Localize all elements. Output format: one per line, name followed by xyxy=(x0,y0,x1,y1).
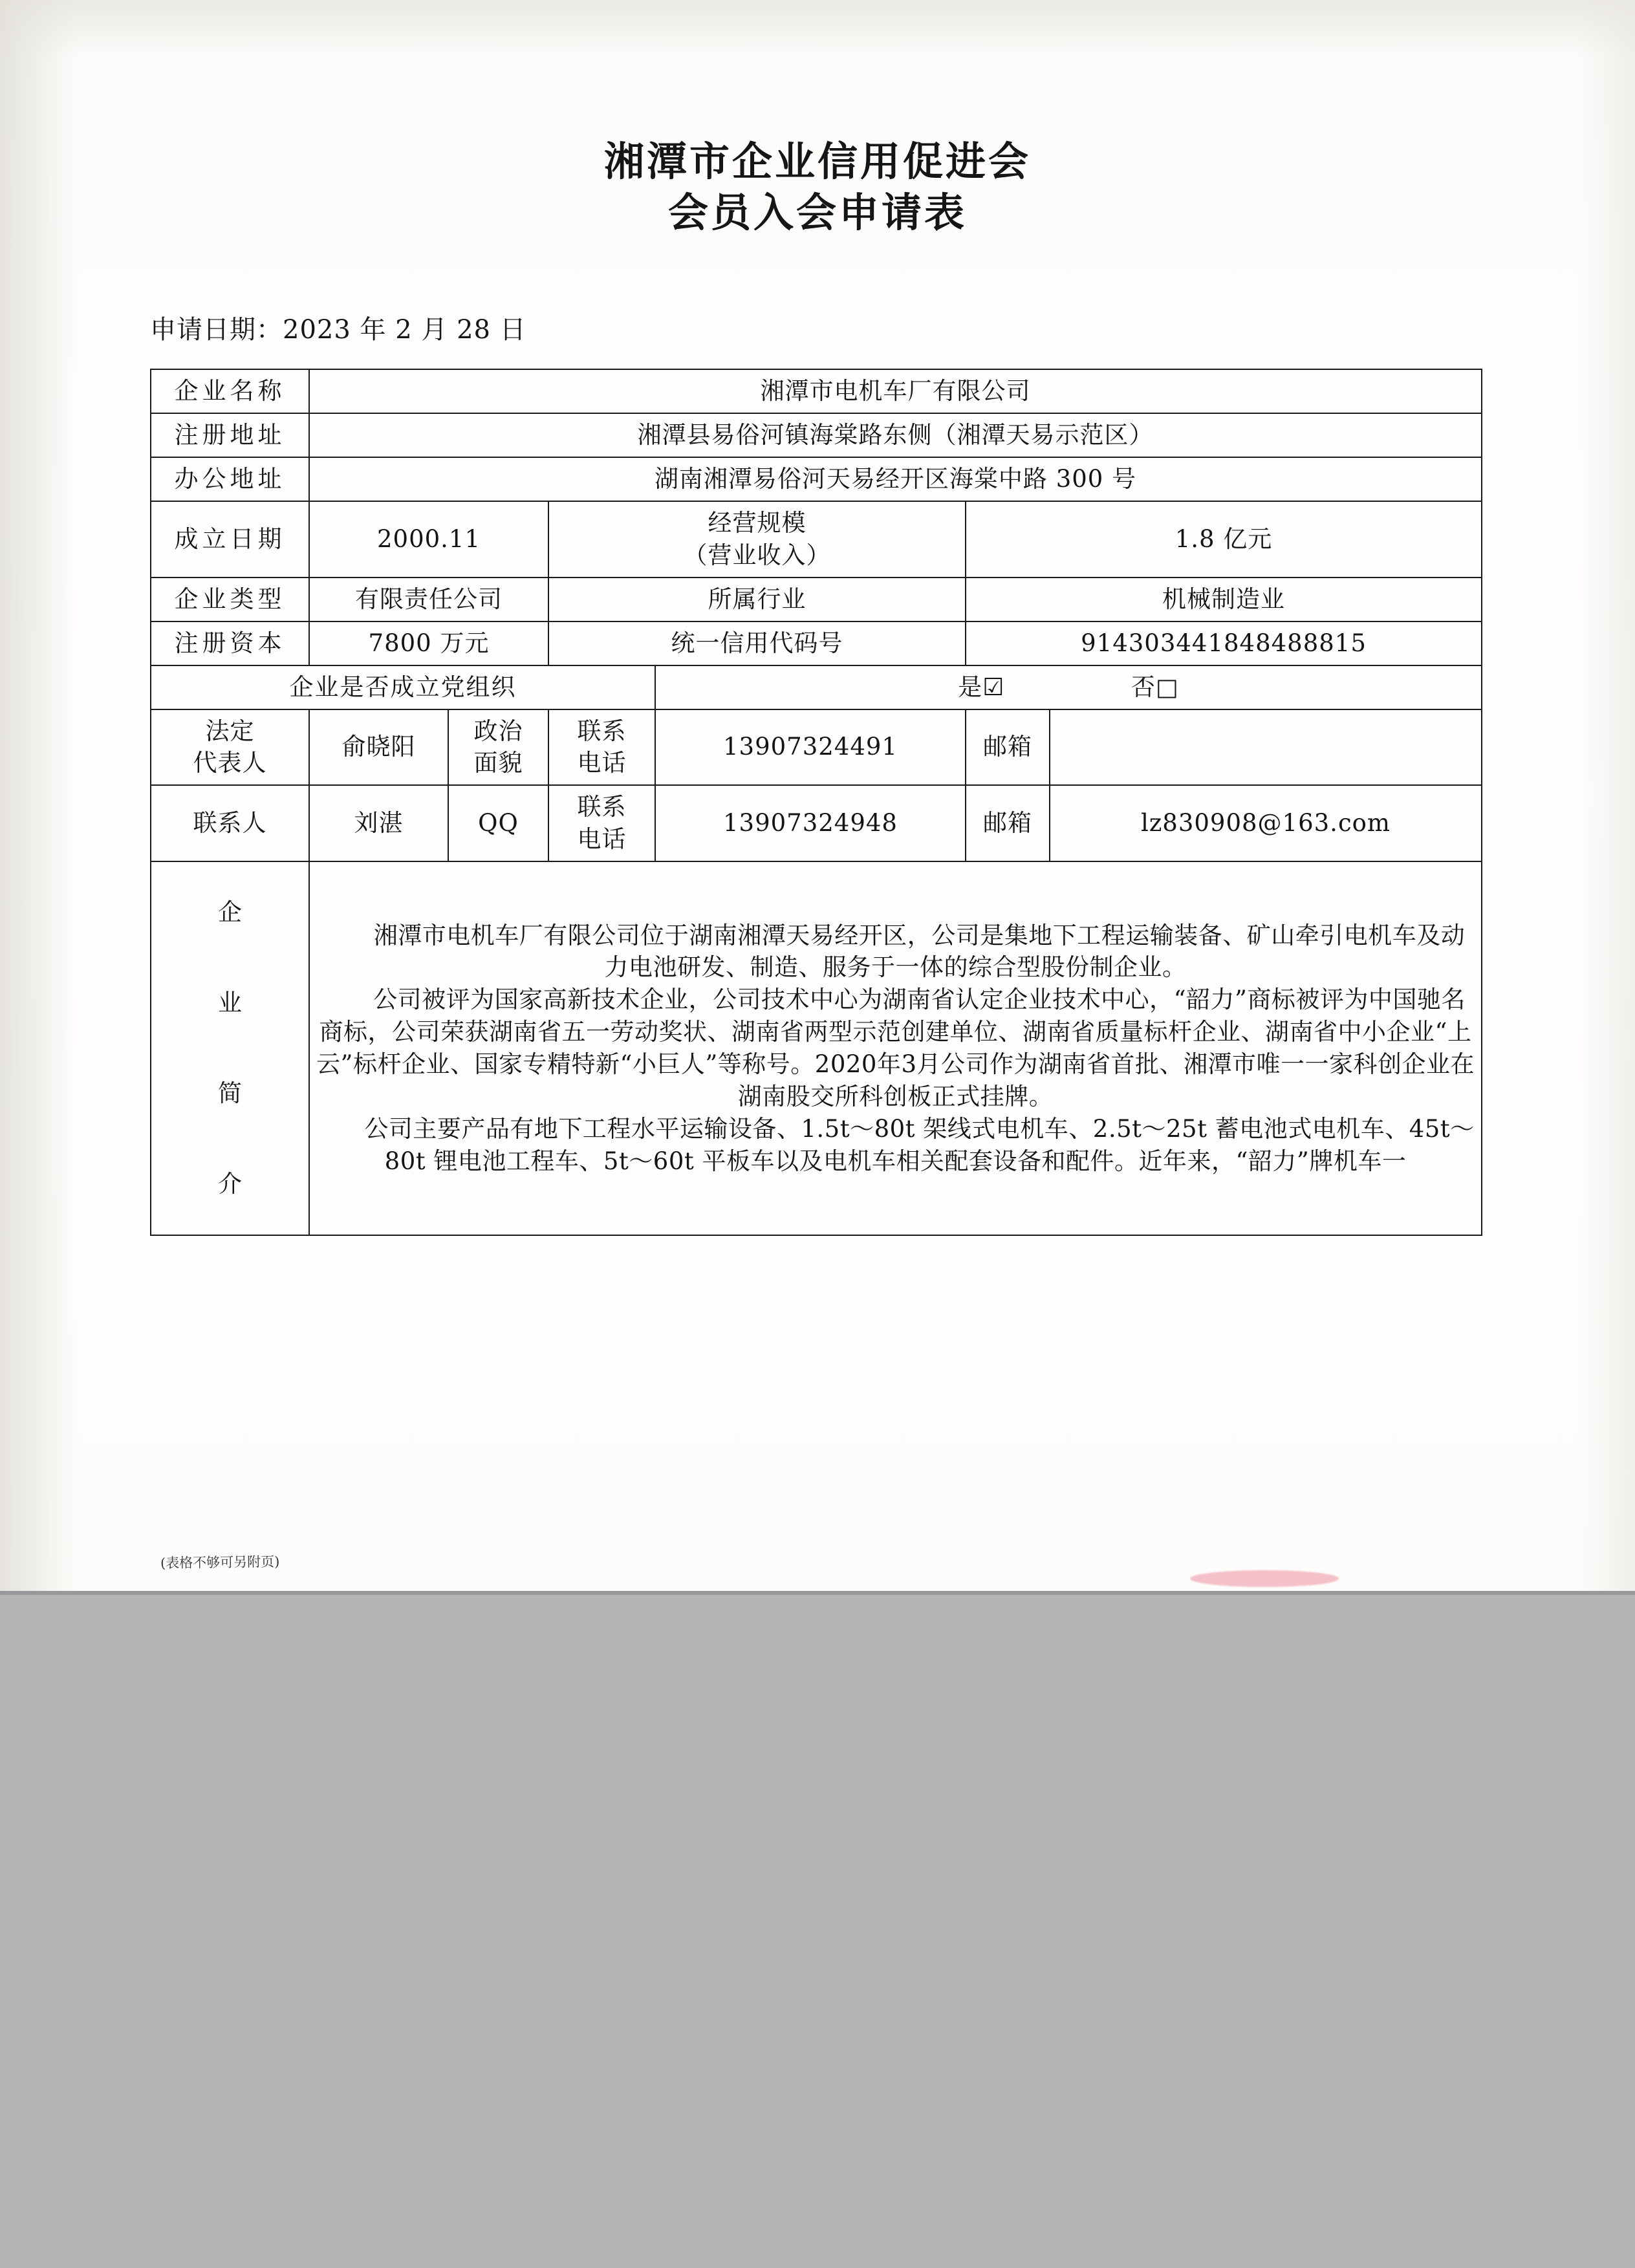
credit-code-value: 914303441848488815 xyxy=(966,621,1482,665)
company-intro-label xyxy=(151,861,309,1235)
industry-label: 所属行业 xyxy=(548,578,966,621)
table-row xyxy=(151,369,1482,413)
intro-paragraph-3: 公司主要产品有地下工程水平运输设备、1.5t～80t 架线式电机车、2.5t～25t 蓄电池式电机车、45t～80t 锂电池工程车、5t～60t 平板车以及电机车相关配套设备和配件。近年来，“韶力”牌机车一 xyxy=(364,1115,1475,1176)
registered-capital-value: 7800 万元 xyxy=(309,621,548,665)
legal-representative-label-line2: 代表人 xyxy=(193,749,267,777)
legal-rep-email-label: 邮箱 xyxy=(966,709,1050,786)
registered-address-label: 注册地址 xyxy=(151,413,309,457)
political-status-label-line2: 面貌 xyxy=(473,749,523,777)
industry-value: 机械制造业 xyxy=(966,578,1482,621)
title-line-2: 会员入会申请表 xyxy=(667,189,967,237)
legal-representative-label xyxy=(151,709,309,786)
application-form-table xyxy=(150,369,1482,1236)
registered-capital-label: 注册资本 xyxy=(151,621,309,665)
registered-address-value: 湘潭县易俗河镇海棠路东侧（湘潭天易示范区） xyxy=(309,413,1482,457)
intro-label-char-3: 介 xyxy=(218,1170,242,1198)
table-row xyxy=(151,709,1482,786)
party-no-checkbox[interactable]: 否□ xyxy=(1131,673,1179,701)
intro-paragraph-2: 公司被评为国家高新技术企业，公司技术中心为湖南省认定企业技术中心，“韶力”商标被评为中国驰名商标，公司荣获湖南省五一劳动奖状、湖南省两型示范创建单位、湖南省质量标杆企业、湖南省中小企业“上云”标杆企业、国家专精特新“小巨人”等称号。2020年3月公司作为湖南省首批、湘潭市唯一一家科创企业在湖南股交所科创板正式挂牌。 xyxy=(316,986,1475,1111)
political-status-label-line1: 政治 xyxy=(473,717,523,745)
company-intro-body xyxy=(309,861,1482,1235)
contact-phone-label-line1: 联系 xyxy=(577,793,627,821)
contact-email-label: 邮箱 xyxy=(966,785,1050,861)
contact-person-name: 刘湛 xyxy=(309,785,448,861)
scan-shadow-left xyxy=(0,0,78,1591)
form-footnote: (表格不够可另附页) xyxy=(160,1553,280,1571)
party-organization-label: 企业是否成立党组织 xyxy=(151,665,655,709)
title-line-1: 湘潭市企业信用促进会 xyxy=(603,138,1031,185)
table-row xyxy=(151,785,1482,861)
company-name-label: 企业名称 xyxy=(151,369,309,413)
office-address-label: 办公地址 xyxy=(151,457,309,501)
business-scale-label-line2: （营业收入） xyxy=(683,541,831,569)
legal-representative-name: 俞晓阳 xyxy=(309,709,448,786)
table-row xyxy=(151,578,1482,621)
company-type-value: 有限责任公司 xyxy=(309,578,548,621)
contact-phone-label-line2: 电话 xyxy=(577,825,627,854)
screenshot-blank-area xyxy=(0,1591,1635,2268)
table-row xyxy=(151,861,1482,1235)
intro-paragraph-1: 湘潭市电机车厂有限公司位于湖南湘潭天易经开区，公司是集地下工程运输装备、矿山牵引电机车及动力电池研发、制造、服务于一体的综合型股份制企业。 xyxy=(373,921,1466,982)
credit-code-label: 统一信用代码号 xyxy=(548,621,966,665)
contact-qq-label: QQ xyxy=(448,785,548,861)
red-stamp-mark xyxy=(1190,1570,1339,1587)
phone-label-line2: 电话 xyxy=(577,749,627,777)
company-name-value: 湘潭市电机车厂有限公司 xyxy=(309,369,1482,413)
legal-rep-phone-value: 13907324491 xyxy=(655,709,966,786)
table-row xyxy=(151,457,1482,501)
document-title xyxy=(0,136,1635,239)
business-scale-value: 1.8 亿元 xyxy=(966,501,1482,578)
legal-rep-phone-label xyxy=(548,709,655,786)
contact-phone-value: 13907324948 xyxy=(655,785,966,861)
office-address-value: 湖南湘潭易俗河天易经开区海棠中路 300 号 xyxy=(309,457,1482,501)
contact-email-value: lz830908@163.com xyxy=(1050,785,1482,861)
business-scale-label-line1: 经营规模 xyxy=(708,508,807,537)
table-row xyxy=(151,621,1482,665)
legal-rep-email-value xyxy=(1050,709,1482,786)
company-type-label: 企业类型 xyxy=(151,578,309,621)
scan-shadow-right xyxy=(1577,0,1635,1591)
party-yes-checkbox[interactable]: 是☑ xyxy=(958,673,1005,701)
party-organization-choice xyxy=(655,665,1482,709)
application-date: 申请日期：2023 年 2 月 28 日 xyxy=(150,315,526,345)
legal-representative-label-line1: 法定 xyxy=(205,717,255,745)
political-status-label xyxy=(448,709,548,786)
table-row xyxy=(151,501,1482,578)
screenshot-blank-area-edge xyxy=(0,1591,1635,1595)
intro-label-char-0: 企 xyxy=(218,898,242,927)
table-row xyxy=(151,665,1482,709)
table-row xyxy=(151,413,1482,457)
founding-date-label: 成立日期 xyxy=(151,501,309,578)
intro-label-char-1: 业 xyxy=(218,989,242,1017)
founding-date-value: 2000.11 xyxy=(309,501,548,578)
intro-label-char-2: 简 xyxy=(218,1079,242,1108)
business-scale-label xyxy=(548,501,966,578)
contact-phone-label xyxy=(548,785,655,861)
contact-person-label: 联系人 xyxy=(151,785,309,861)
phone-label-line1: 联系 xyxy=(577,717,627,745)
